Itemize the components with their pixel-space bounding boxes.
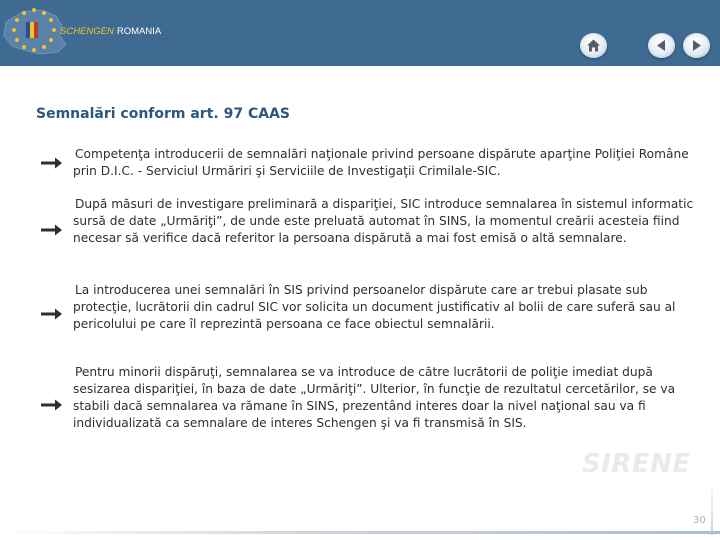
next-button[interactable]	[683, 33, 710, 58]
triangle-left-icon	[654, 38, 669, 53]
sirene-watermark: SIRENE	[582, 449, 691, 479]
brand-schengen: SCHENGEN	[60, 26, 114, 37]
page-number: 30	[693, 515, 706, 526]
right-arrow-icon	[40, 307, 64, 321]
bullet-text: Pentru minorii dispăruţi, semnalarea se va introduce de către lucrătorii de poliţie imediat după sesizarea dispariţiei, în baza de date „Urmăriţi”. Ulterior, în funcţie de rezultatul cercetărilor, se va stabili dacă semnalarea va rămane în SINS, prezentând interes doar la nivel naţional sau va fi individualizată ca semnalare de interes Schengen şi va fi transmisă în SIS.	[73, 365, 676, 430]
header-bar	[0, 0, 720, 66]
brand-label	[60, 26, 161, 37]
home-icon	[586, 38, 601, 53]
brand-romania: ROMANIA	[116, 26, 162, 37]
right-arrow-icon	[40, 398, 64, 412]
triangle-right-icon	[689, 38, 704, 53]
home-button[interactable]	[580, 33, 607, 58]
bullet-text: Competenţa introducerii de semnalări naţionale privind persoane dispărute aparţine Poliţiei Române prin D.I.C. - Serviciul Urmăriri şi Serviciile de Investigaţii Crimilale-SIC.	[73, 147, 689, 178]
schengen-romania-logo	[0, 0, 162, 66]
previous-button[interactable]	[648, 33, 675, 58]
bullet-text: La introducerea unei semnalări în SIS privind persoanelor dispărute care ar trebui plasate sub protecţie, lucrătorii din cadrul SIC vor solicita un document justificativ al bolii de care suferă sau al pericolului pe care îl reprezintă persoana ce face obiectul semnalării.	[73, 283, 676, 331]
footer-divider	[0, 531, 720, 534]
bullet-text: După măsuri de investigare preliminară a dispariţiei, SIC introduce semnalarea în sistemul informatic sursă de date „Urmăriţi”, de unde este preluată automat în SINS, la momentul creării acesteia fiind necesar să verifice dacă referitor la persoana dispărută a mai fost emisă o altă semnalare.	[73, 197, 694, 245]
right-arrow-icon	[40, 223, 64, 237]
corner-divider	[711, 481, 713, 535]
page-title: Semnalări conform art. 97 CAAS	[36, 106, 290, 122]
right-arrow-icon	[40, 156, 64, 170]
